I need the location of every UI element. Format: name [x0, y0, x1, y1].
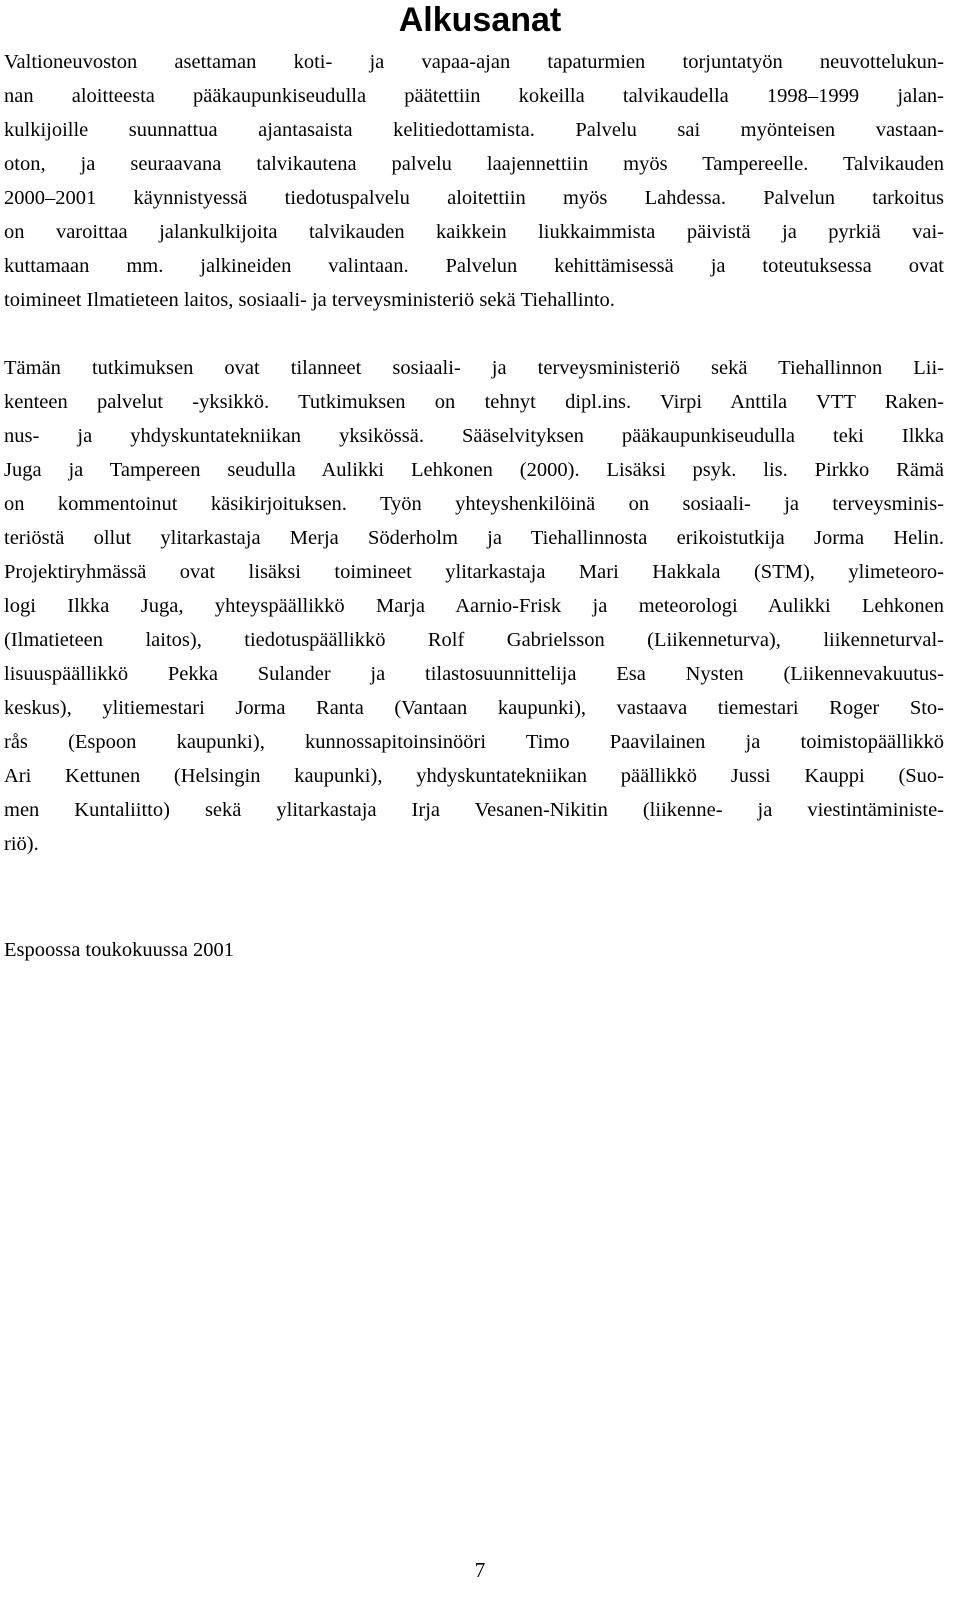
page-number: 7	[474, 1558, 486, 1582]
text-line: on varoittaa jalankulkijoita talvikauden kaikkein liukkaimmista päivistä ja pyrkiä vai-	[4, 221, 944, 243]
text-line: logi Ilkka Juga, yhteyspäällikkö Marja Aarnio-Frisk ja meteorologi Aulikki Lehkonen	[4, 595, 944, 617]
page-title: Alkusanat	[398, 1, 562, 39]
text-line: 2000–2001 käynnistyessä tiedotuspalvelu aloitettiin myös Lahdessa. Palvelun tarkoitus	[4, 187, 944, 209]
text-line: Valtioneuvoston asettaman koti- ja vapaa-ajan tapaturmien torjuntatyön neuvottelukun-	[4, 51, 944, 73]
text-line: rås (Espoon kaupunki), kunnossapitoinsinööri Timo Paavilainen ja toimistopäällikkö	[4, 731, 944, 753]
text-line: teriöstä ollut ylitarkastaja Merja Söderholm ja Tiehallinnosta erikoistutkija Jorma Helin.	[4, 527, 944, 549]
text-line: riö).	[4, 833, 39, 855]
signature-line: Espoossa toukokuussa 2001	[4, 939, 235, 961]
text-line: nan aloitteesta pääkaupunkiseudulla päätettiin kokeilla talvikaudella 1998–1999 jalan-	[4, 85, 944, 107]
text-line: keskus), ylitiemestari Jorma Ranta (Vantaan kaupunki), vastaava tiemestari Roger Sto-	[4, 697, 944, 719]
text-line: toimineet Ilmatieteen laitos, sosiaali- ja terveysministeriö sekä Tiehallinto.	[4, 289, 615, 311]
text-line: (Ilmatieteen laitos), tiedotuspäällikkö Rolf Gabrielsson (Liikenneturva), liikenneturval-	[4, 629, 944, 651]
text-line: Projektiryhmässä ovat lisäksi toimineet ylitarkastaja Mari Hakkala (STM), ylimeteoro-	[4, 561, 944, 583]
text-line: kenteen palvelut -yksikkö. Tutkimuksen on tehnyt dipl.ins. Virpi Anttila VTT Raken-	[4, 391, 944, 413]
text-line: Tämän tutkimuksen ovat tilanneet sosiaali- ja terveysministeriö sekä Tiehallinnon Lii-	[4, 357, 944, 379]
text-line: kulkijoille suunnattua ajantasaista kelitiedottamista. Palvelu sai myönteisen vastaan-	[4, 119, 944, 141]
text-line: nus- ja yhdyskuntatekniikan yksikössä. Sääselvityksen pääkaupunkiseudulla teki Ilkka	[4, 425, 944, 447]
text-line: kuttamaan mm. jalkineiden valintaan. Palvelun kehittämisessä ja toteutuksessa ovat	[4, 255, 944, 277]
text-line: lisuuspäällikkö Pekka Sulander ja tilastosuunnittelija Esa Nysten (Liikennevakuutus-	[4, 663, 944, 685]
text-line: Juga ja Tampereen seudulla Aulikki Lehkonen (2000). Lisäksi psyk. lis. Pirkko Rämä	[4, 459, 944, 481]
text-line: men Kuntaliitto) sekä ylitarkastaja Irja Vesanen-Nikitin (liikenne- ja viestintäministe-	[4, 799, 944, 821]
text-line: oton, ja seuraavana talvikautena palvelu laajennettiin myös Tampereelle. Talvikauden	[4, 153, 944, 175]
text-line: on kommentoinut käsikirjoituksen. Työn yhteyshenkilöinä on sosiaali- ja terveysminis-	[4, 493, 944, 515]
text-line: Ari Kettunen (Helsingin kaupunki), yhdyskuntatekniikan päällikkö Jussi Kauppi (Suo-	[4, 765, 944, 787]
